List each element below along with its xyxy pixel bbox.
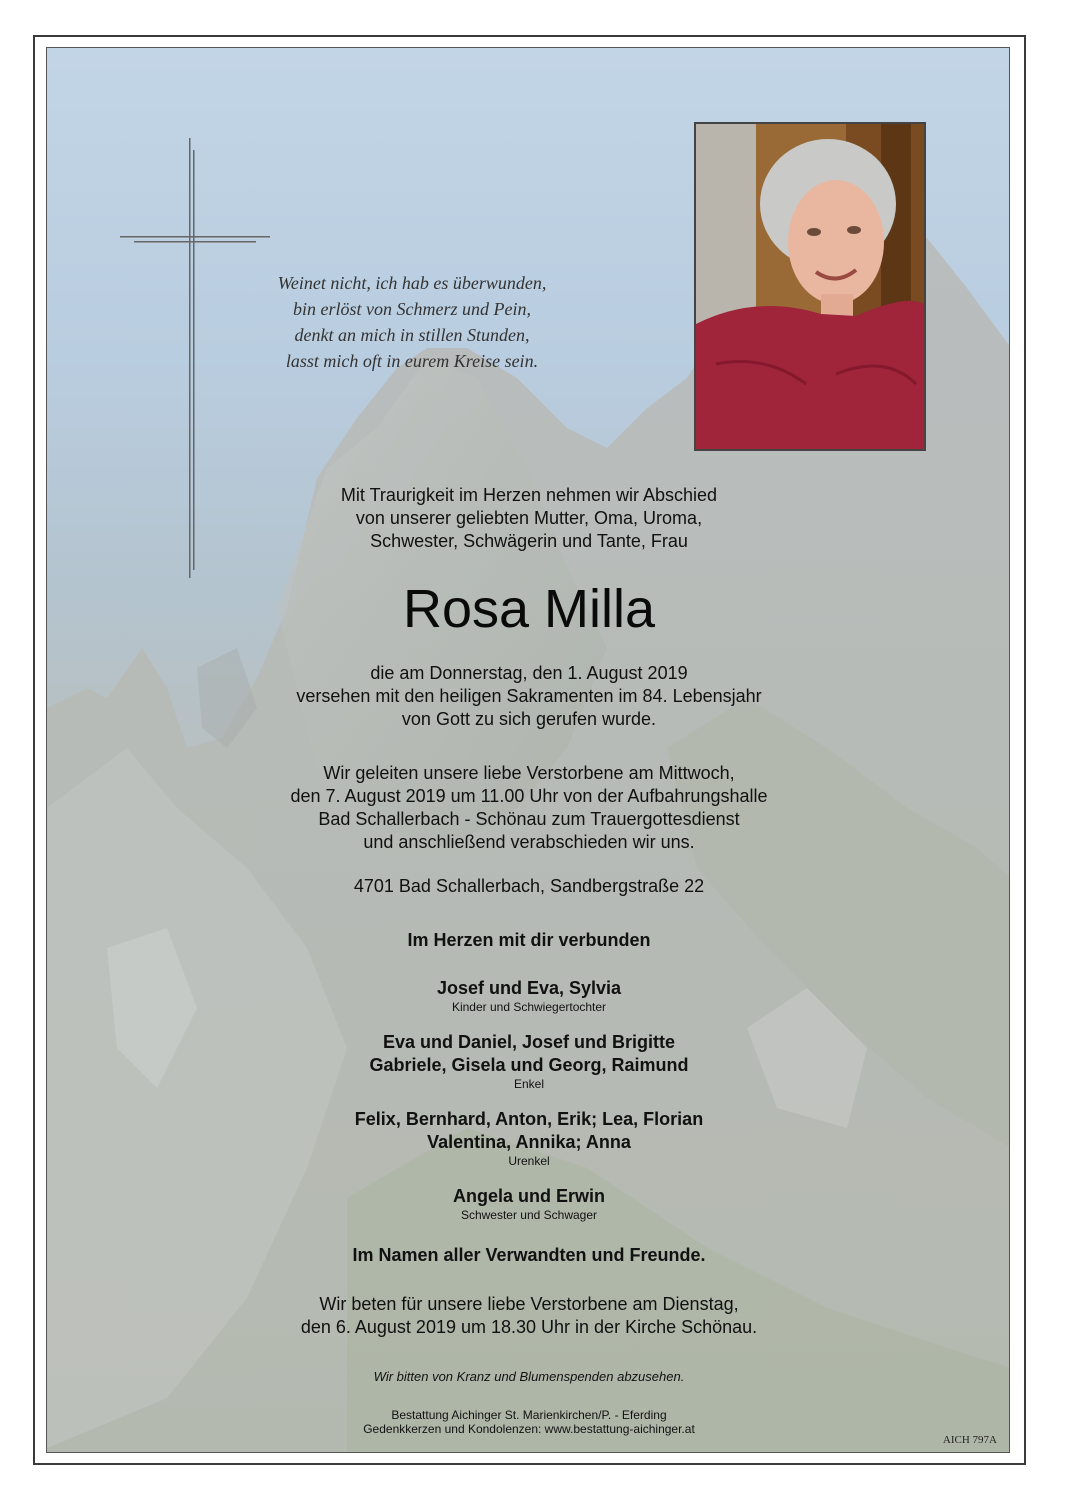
intro-line: von unserer geliebten Mutter, Oma, Uroma, [355, 508, 703, 528]
death-line: die am Donnerstag, den 1. August 2019 [370, 663, 688, 683]
mourner-relation: Kinder und Schwiegertochter [451, 1000, 607, 1014]
poem-line: bin erlöst von Schmerz und Pein, [293, 299, 531, 319]
intro-text [47, 484, 1010, 553]
intro-line: Mit Traurigkeit im Herzen nehmen wir Abschied [340, 485, 718, 505]
prayer-line: Wir beten für unsere liebe Verstorbene am Dienstag, [319, 1294, 739, 1314]
mourners-heading: Im Herzen mit dir verbunden [407, 930, 651, 950]
prayer-line: den 6. August 2019 um 18.30 Uhr in der Kirche Schönau. [300, 1317, 758, 1337]
funeral-line: den 7. August 2019 um 11.00 Uhr von der Aufbahrungshalle [290, 786, 768, 806]
footer-line: Bestattung Aichinger St. Marienkirchen/P. - Eferding [391, 1408, 667, 1422]
deceased-name: Rosa Milla [402, 579, 656, 639]
mourner-names: Angela und Erwin [452, 1186, 605, 1206]
document-code: AICH 797A [942, 1434, 997, 1446]
death-notice [47, 662, 1010, 731]
funeral-home-footer [47, 1408, 1010, 1436]
mourner-relation: Urenkel [508, 1154, 550, 1168]
poem-line: Weinet nicht, ich hab es überwunden, [277, 273, 547, 293]
mourner-names: Eva und Daniel, Josef und Brigitte [382, 1032, 676, 1052]
mourner-names: Valentina, Annika; Anna [427, 1132, 631, 1152]
mourner-relation: Schwester und Schwager [460, 1208, 598, 1222]
mourners-closing: Im Namen aller Verwandten und Freunde. [352, 1245, 706, 1265]
mourner-names: Gabriele, Gisela und Georg, Raimund [369, 1055, 689, 1075]
prayer-info [47, 1293, 1010, 1339]
poem-line: lasst mich oft in eurem Kreise sein. [285, 351, 539, 371]
home-address: 4701 Bad Schallerbach, Sandbergstraße 22 [353, 876, 705, 896]
funeral-line: Bad Schallerbach - Schönau zum Trauergottesdienst [318, 809, 740, 829]
footer-line: Gedenkkerzen und Kondolenzen: www.bestattung-aichinger.at [363, 1422, 695, 1436]
flowers-note: Wir bitten von Kranz und Blumenspenden abzusehen. [373, 1369, 685, 1384]
portrait-photo [694, 122, 926, 451]
funeral-info [47, 762, 1010, 854]
mourner-relation: Enkel [513, 1077, 545, 1091]
funeral-line: und anschließend verabschieden wir uns. [363, 832, 695, 852]
portrait-image [696, 124, 924, 449]
obituary-card [46, 47, 1010, 1453]
poem-line: denkt an mich in stillen Stunden, [294, 325, 530, 345]
death-line: von Gott zu sich gerufen wurde. [401, 709, 657, 729]
funeral-line: Wir geleiten unsere liebe Verstorbene am Mittwoch, [323, 763, 735, 783]
death-line: versehen mit den heiligen Sakramenten im 84. Lebensjahr [296, 686, 762, 706]
mourner-names: Felix, Bernhard, Anton, Erik; Lea, Florian [354, 1109, 704, 1129]
memorial-poem [252, 270, 572, 374]
intro-line: Schwester, Schwägerin und Tante, Frau [370, 531, 688, 551]
mourner-names: Josef und Eva, Sylvia [436, 978, 622, 998]
